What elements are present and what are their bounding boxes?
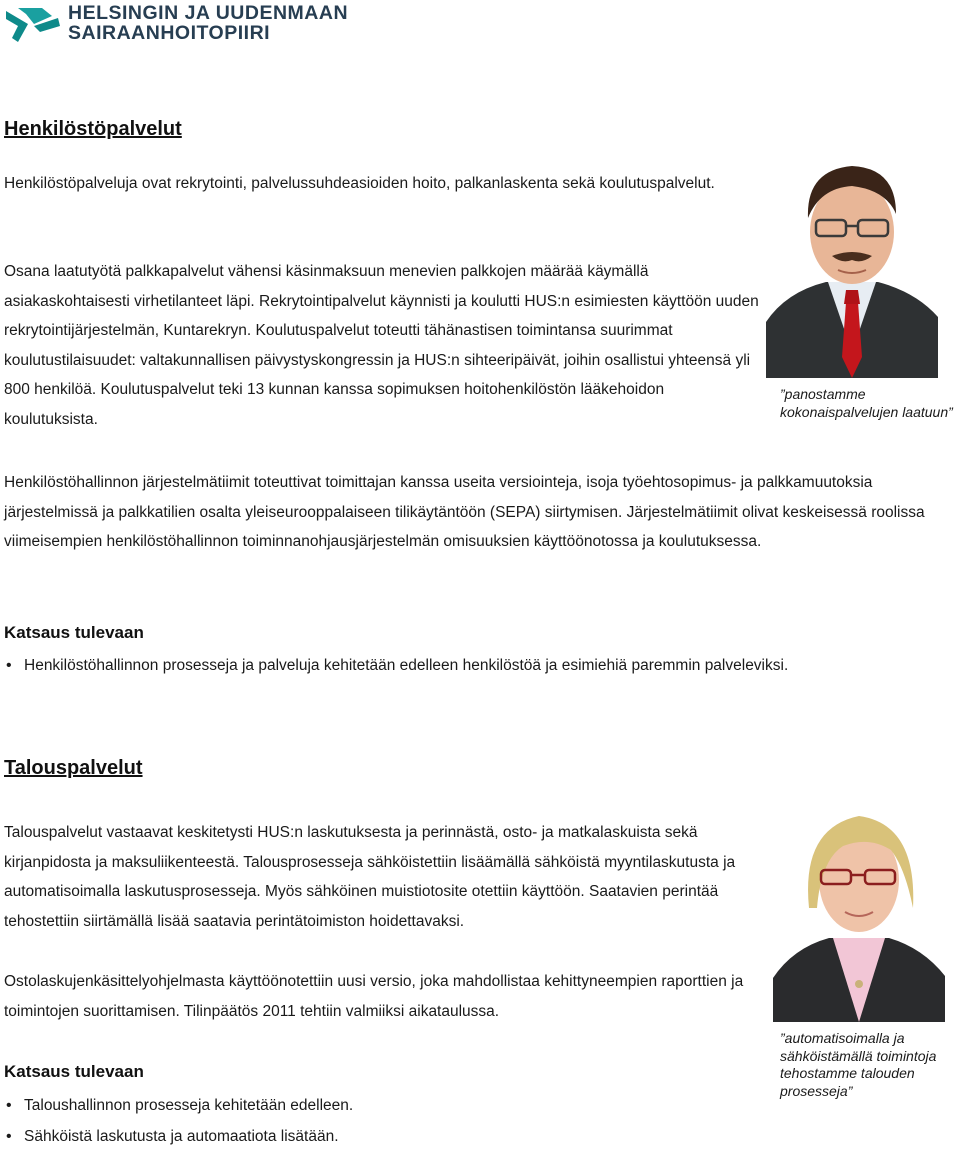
list-item: • Henkilöstöhallinnon prosesseja ja palveluja kehitetään edelleen henkilöstöä ja esimiehiä paremmin palveleviksi. (4, 657, 944, 675)
section-title-henkilostopalvelut: Henkilöstöpalvelut (4, 118, 182, 140)
section1-intro-paragraph: Henkilöstöpalveluja ovat rekrytointi, palvelussuhdeasioiden hoito, palkanlaskenta sekä koulutuspalvelut. (4, 175, 715, 192)
organization-name-line1: HELSINGIN JA UUDENMAAN (68, 2, 349, 24)
section2-outlook-list (4, 1097, 744, 1146)
logo-mark-icon (6, 8, 60, 42)
section1-systems-paragraph: Henkilöstöhallinnon järjestelmätiimit toteuttivat toimittajan kanssa useita versiointeja, isoja työehtosopimus- ja palkkamuutoksia järjestelmissä ja palkkatilien osalta yleiseurooppalaiseen tilikäytäntöön (SEPA) siirtymisen. Järjestelmätiimit olivat keskeisessä roolissa viimeisempien henkilöstöhallinnon toiminnanohjausjärjestelmän omisuuksien käyttöönotossa ja koulutuksessa. (4, 474, 925, 550)
section-title-talouspalvelut: Talouspalvelut (4, 757, 143, 779)
section1-outlook-title: Katsaus tulevaan (4, 623, 144, 642)
photo-caption-man: ”panostamme kokonaispalvelujen laatuun” (780, 386, 953, 420)
list-item: • Taloushallinnon prosesseja kehitetään edelleen. (4, 1097, 744, 1115)
section2-intro-paragraph: Talouspalvelut vastaavat keskitetysti HUS:n laskutuksesta ja perinnästä, osto- ja matkalaskuista sekä kirjanpidosta ja maksuliikenteestä. Talousprosesseja sähköistettiin lisäämällä sähköistä myyntilaskutusta ja automatisoimalla laskutusprosesseja. Myös sähköinen muistiotosite otettiin käyttöön. Saatavien perintää tehostettiin siirtämällä lisää saatavia perintätoimiston hoidettavaksi. (4, 824, 736, 930)
section2-second-paragraph: Ostolaskujenkäsittelyohjelmasta käyttöönotettiin uusi versio, joka mahdollistaa kehittyneempien raporttien ja toimintojen suorittamisen. Tilinpäätös 2011 tehtiin valmiiksi aikataulussa. (4, 973, 744, 1020)
list-item: • Sähköistä laskutusta ja automaatiota lisätään. (4, 1128, 744, 1146)
portrait-photo-man (766, 152, 938, 378)
portrait-photo-woman (773, 798, 945, 1022)
section1-outlook-list (4, 657, 944, 675)
organization-name (68, 3, 348, 43)
organization-name-line2: SAIRAANHOITOPIIRI (68, 22, 271, 44)
section1-main-paragraph: Osana laatutyötä palkkapalvelut vähensi käsinmaksuun menevien palkkojen määrää käymällä asiakaskohtaisesti virhetilanteet läpi. Rekrytointipalvelut käynnisti ja koulutti HUS:n esimiesten käyttöön uuden rekrytointijärjestelmän, Kuntarekryn. Koulutuspalvelut toteutti tähänastisen toimintansa suurimmat koulutustilaisuudet: valtakunnallisen päivystyskongressin ja HUS:n sihteeripäivät, joihin osallistui yhteensä yli 800 henkilöä. Koulutuspalvelut teki 13 kunnan kanssa sopimuksen hoitohenkilöstön lääkehoidon koulutuksista. (4, 263, 759, 428)
section2-outlook-title: Katsaus tulevaan (4, 1062, 144, 1081)
photo-caption-woman: ”automatisoimalla ja sähköistämällä toimintoja tehostamme talouden prosesseja” (780, 1030, 937, 1099)
